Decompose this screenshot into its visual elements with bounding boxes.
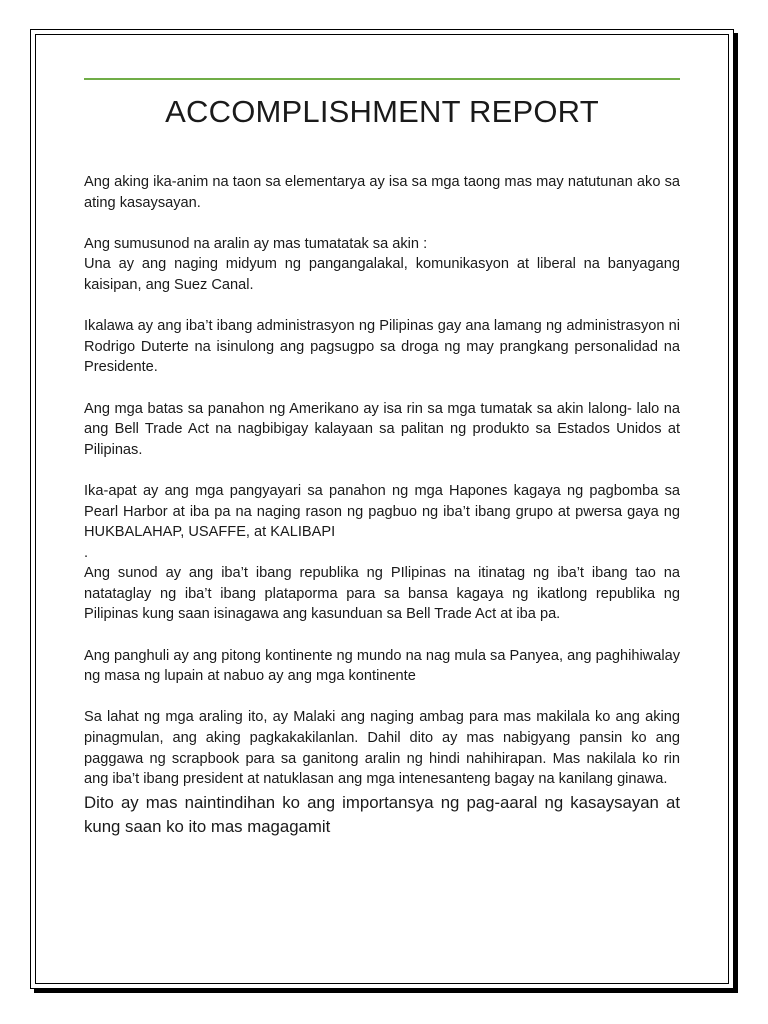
paragraph-suez-canal: Una ay ang naging midyum ng pangangalakal, komunikasyon at liberal na banyagang kaisipan, ang Suez Canal. <box>84 256 680 293</box>
paragraph-american-laws: Ang mga batas sa panahon ng Amerikano ay isa rin sa mga tumatak sa akin lalong- lalo na ang Bell Trade Act na nagbibigay kalayaan sa palitan ng produkto sa Estados Unidos at Pilipinas. <box>84 400 680 458</box>
title-rule <box>84 78 680 80</box>
paragraph-continents: Ang panghuli ay ang pitong kontinente ng mundo na nag mula sa Panyea, ang paghihiwalay ng masa ng lupain at nabuo ay ang mga kontinente <box>84 647 680 685</box>
paragraph-dot: . <box>84 544 89 561</box>
paragraph-lead-in: Ang sumusunod na aralin ay mas tumatatak sa akin : <box>84 235 428 252</box>
paragraph-administrations: Ikalawa ay ang iba’t ibang administrasyon ng Pilipinas gay ana lamang ng administrasyon ni Rodrigo Duterte na isinulong ang pagsugpo sa droga ng may prangkang personalidad na Presidente. <box>84 318 680 376</box>
paragraph-conclusion: Dito ay mas naintindihan ko ang importansya ng pag-aaral ng kasaysayan at kung saan ko ito mas magagamit <box>84 792 680 836</box>
document-body <box>84 172 680 839</box>
paragraph-intro: Ang aking ika-anim na taon sa elementarya ay isa sa mga taong mas may natutunan ako sa ating kasaysayan. <box>84 174 680 211</box>
paragraph-summary: Sa lahat ng mga araling ito, ay Malaki ang naging ambag para mas makilala ko ang aking pinagmulan, ang aking pagkakakilanlan. Dahil dito ay mas nabigyang pansin ko ang paggawa ng scrapbook para sa ganitong aralin ng hindi nahihirapan. Mas nakilala ko rin ang iba’t ibang president at natuklasan ang mga intenesanteng bagay na kanilang ginawa. <box>84 709 680 788</box>
paragraph-japanese-period: Ika-apat ay ang mga pangyayari sa panahon ng mga Hapones kagaya ng pagbomba sa Pearl Harbor at iba pa na naging rason ng pagbuo ng iba’t ibang grupo at pwersa gaya ng HUKBALAHAP, USAFFE, at KALIBAPI <box>84 482 680 541</box>
document-title: ACCOMPLISHMENT REPORT <box>165 94 599 129</box>
paragraph-republics: Ang sunod ay ang iba’t ibang republika ng PIlipinas na itinatag ng iba’t ibang tao na natataglay ng iba’t ibang plataporma para sa bansa kagaya ng ikatlong republika ng Pilipinas kung saan isinagawa ang kasunduan sa Bell Trade Act at iba pa. <box>84 565 680 623</box>
